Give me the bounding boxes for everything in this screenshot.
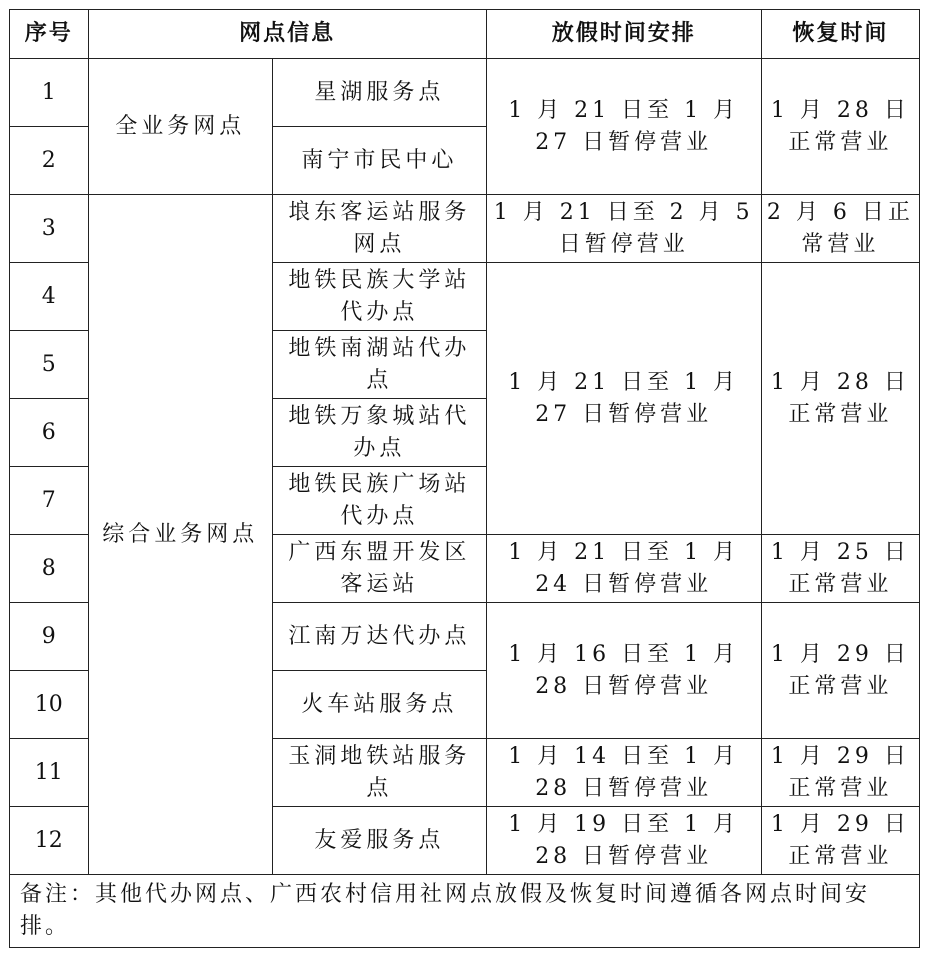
resume-cell: 2 月 6 日正常营业 bbox=[761, 195, 919, 263]
header-holiday: 放假时间安排 bbox=[486, 10, 761, 59]
row-number: 6 bbox=[10, 399, 89, 467]
row-number: 3 bbox=[10, 195, 89, 263]
header-row bbox=[10, 10, 920, 59]
resume-cell: 1 月 28 日正常营业 bbox=[761, 59, 919, 195]
row-number: 4 bbox=[10, 263, 89, 331]
holiday-cell: 1 月 21 日至 2 月 5 日暂停营业 bbox=[486, 195, 761, 263]
header-resume: 恢复时间 bbox=[761, 10, 919, 59]
network-name: 地铁民族广场站代办点 bbox=[273, 467, 487, 535]
holiday-cell: 1 月 14 日至 1 月 28 日暂停营业 bbox=[486, 739, 761, 807]
header-seq: 序号 bbox=[10, 10, 89, 59]
schedule-document bbox=[9, 9, 920, 946]
network-name: 埌东客运站服务网点 bbox=[273, 195, 487, 263]
holiday-cell: 1 月 21 日至 1 月 27 日暂停营业 bbox=[486, 263, 761, 535]
holiday-cell: 1 月 21 日至 1 月 27 日暂停营业 bbox=[486, 59, 761, 195]
row-number: 8 bbox=[10, 535, 89, 603]
holiday-cell: 1 月 21 日至 1 月 24 日暂停营业 bbox=[486, 535, 761, 603]
note-row bbox=[10, 875, 920, 948]
network-name: 星湖服务点 bbox=[273, 59, 487, 127]
holiday-cell: 1 月 19 日至 1 月 28 日暂停营业 bbox=[486, 807, 761, 875]
resume-cell: 1 月 29 日正常营业 bbox=[761, 807, 919, 875]
category-cell: 综合业务网点 bbox=[88, 195, 272, 875]
network-name: 玉洞地铁站服务点 bbox=[273, 739, 487, 807]
network-name: 江南万达代办点 bbox=[273, 603, 487, 671]
network-name: 地铁南湖站代办点 bbox=[273, 331, 487, 399]
network-name: 地铁万象城站代办点 bbox=[273, 399, 487, 467]
row-number: 9 bbox=[10, 603, 89, 671]
table-row bbox=[10, 195, 920, 263]
resume-cell: 1 月 25 日正常营业 bbox=[761, 535, 919, 603]
resume-cell: 1 月 29 日正常营业 bbox=[761, 739, 919, 807]
network-name: 南宁市民中心 bbox=[273, 127, 487, 195]
header-network-info: 网点信息 bbox=[88, 10, 486, 59]
table-row bbox=[10, 59, 920, 127]
row-number: 1 bbox=[10, 59, 89, 127]
row-number: 7 bbox=[10, 467, 89, 535]
resume-cell: 1 月 28 日正常营业 bbox=[761, 263, 919, 535]
row-number: 2 bbox=[10, 127, 89, 195]
row-number: 11 bbox=[10, 739, 89, 807]
network-name: 火车站服务点 bbox=[273, 671, 487, 739]
row-number: 12 bbox=[10, 807, 89, 875]
remark-note: 备注：其他代办网点、广西农村信用社网点放假及恢复时间遵循各网点时间安排。 bbox=[10, 875, 920, 948]
network-name: 友爱服务点 bbox=[273, 807, 487, 875]
network-name: 广西东盟开发区客运站 bbox=[273, 535, 487, 603]
holiday-schedule-table bbox=[9, 9, 920, 948]
row-number: 10 bbox=[10, 671, 89, 739]
network-name: 地铁民族大学站代办点 bbox=[273, 263, 487, 331]
row-number: 5 bbox=[10, 331, 89, 399]
holiday-cell: 1 月 16 日至 1 月 28 日暂停营业 bbox=[486, 603, 761, 739]
resume-cell: 1 月 29 日正常营业 bbox=[761, 603, 919, 739]
category-cell: 全业务网点 bbox=[88, 59, 272, 195]
